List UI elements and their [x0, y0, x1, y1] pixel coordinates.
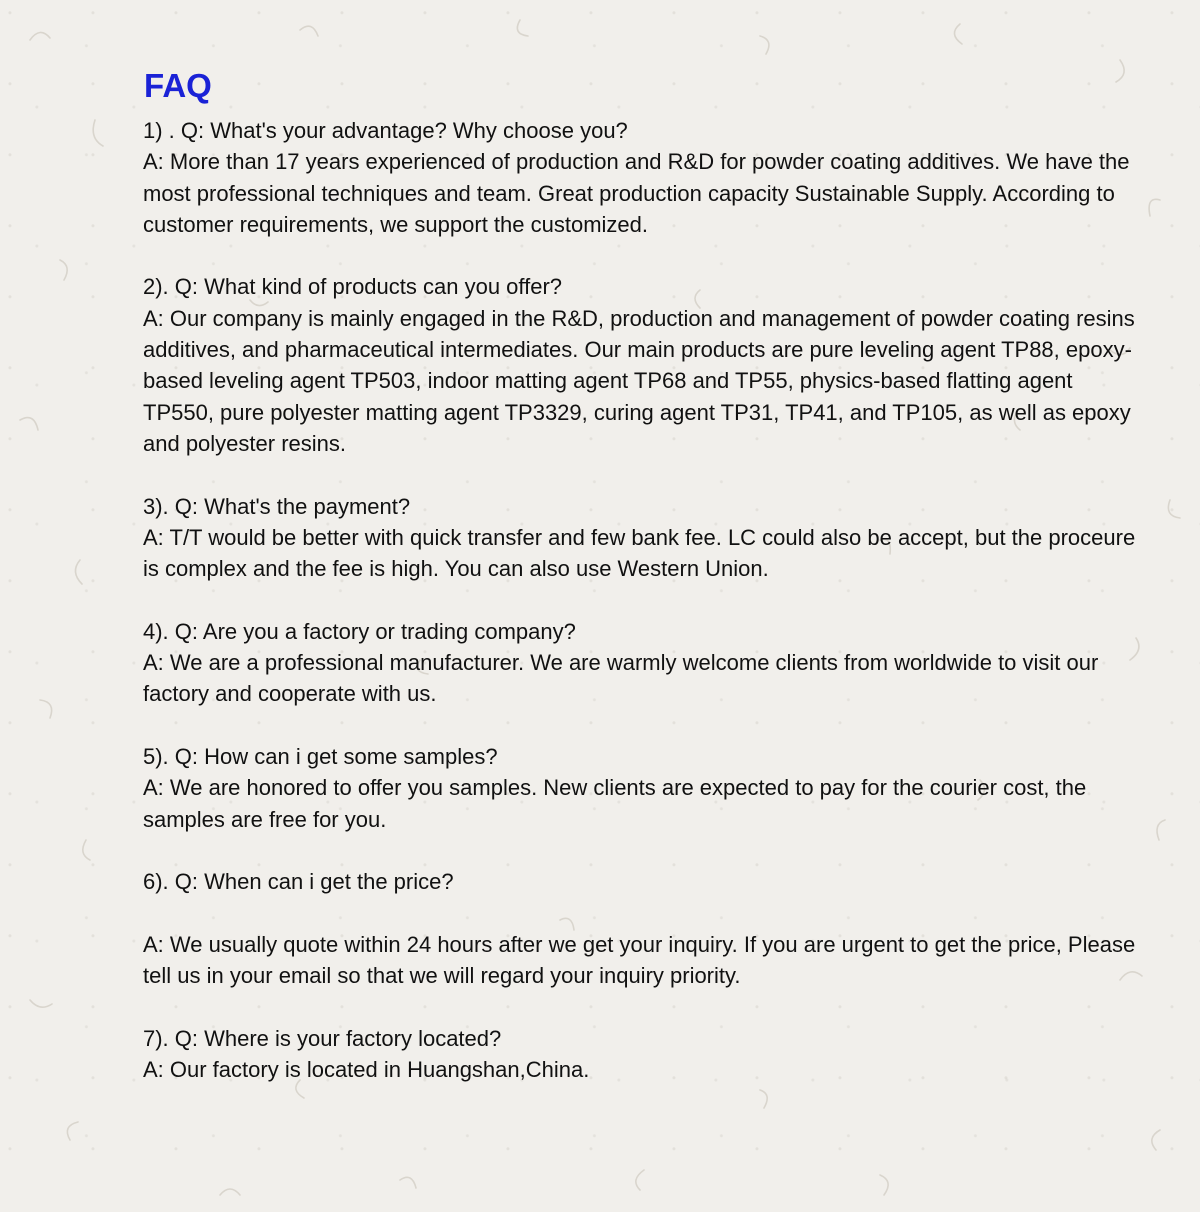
faq-answer: A: T/T would be better with quick transfer and few bank fee. LC could also be accept, but the proceure is complex and the fee is high. You can also use Western Union. [143, 524, 1136, 582]
faq-answer: A: We usually quote within 24 hours after we get your inquiry. If you are urgent to get the price, Please tell us in your email so that we will regard your inquiry priority. [143, 931, 1136, 989]
page-title: FAQ [144, 67, 212, 104]
faq-answer: A: Our company is mainly engaged in the R&D, production and management of powder coating resins additives, and pharmaceutical intermediates. Our main products are pure leveling agent TP88, epoxy-based leveling agent TP503, indoor matting agent TP68 and TP55, physics-based flatting agent TP550, pure polyester matting agent TP3329, curing agent TP31, TP41, and TP105, as well as epoxy and polyester resins. [143, 305, 1135, 456]
blank-line [143, 897, 1143, 928]
faq-answer: A: We are honored to offer you samples. New clients are expected to pay for the courier cost, the samples are free for you. [143, 775, 1087, 832]
faq-answer: A: More than 17 years experienced of production and R&D for powder coating additives. We have the most professional techniques and team. Great production capacity Sustainable Supply. According to customer requirements, we support the customized. [143, 149, 1130, 237]
faq-question: 1) . Q: What's your advantage? Why choose you? [143, 118, 628, 143]
faq-question: 5). Q: How can i get some samples? [143, 743, 498, 769]
faq-item-3 [143, 491, 1143, 585]
faq-item-1 [143, 115, 1143, 240]
faq-item-4 [143, 616, 1143, 710]
faq-question: 4). Q: Are you a factory or trading company? [143, 618, 576, 644]
faq-content [143, 62, 1143, 1117]
faq-item-2 [143, 271, 1143, 459]
faq-item-6 [143, 866, 1143, 991]
faq-item-5 [143, 741, 1143, 835]
faq-answer: A: Our factory is located in Huangshan,China. [143, 1056, 590, 1082]
faq-question: 6). Q: When can i get the price? [143, 869, 454, 895]
faq-question: 7). Q: Where is your factory located? [143, 1025, 502, 1051]
faq-question: 2). Q: What kind of products can you offer? [143, 274, 563, 300]
faq-question: 3). Q: What's the payment? [143, 493, 411, 519]
faq-answer: A: We are a professional manufacturer. We are warmly welcome clients from worldwide to visit our factory and cooperate with us. [143, 650, 1099, 707]
faq-item-7 [143, 1023, 1143, 1086]
